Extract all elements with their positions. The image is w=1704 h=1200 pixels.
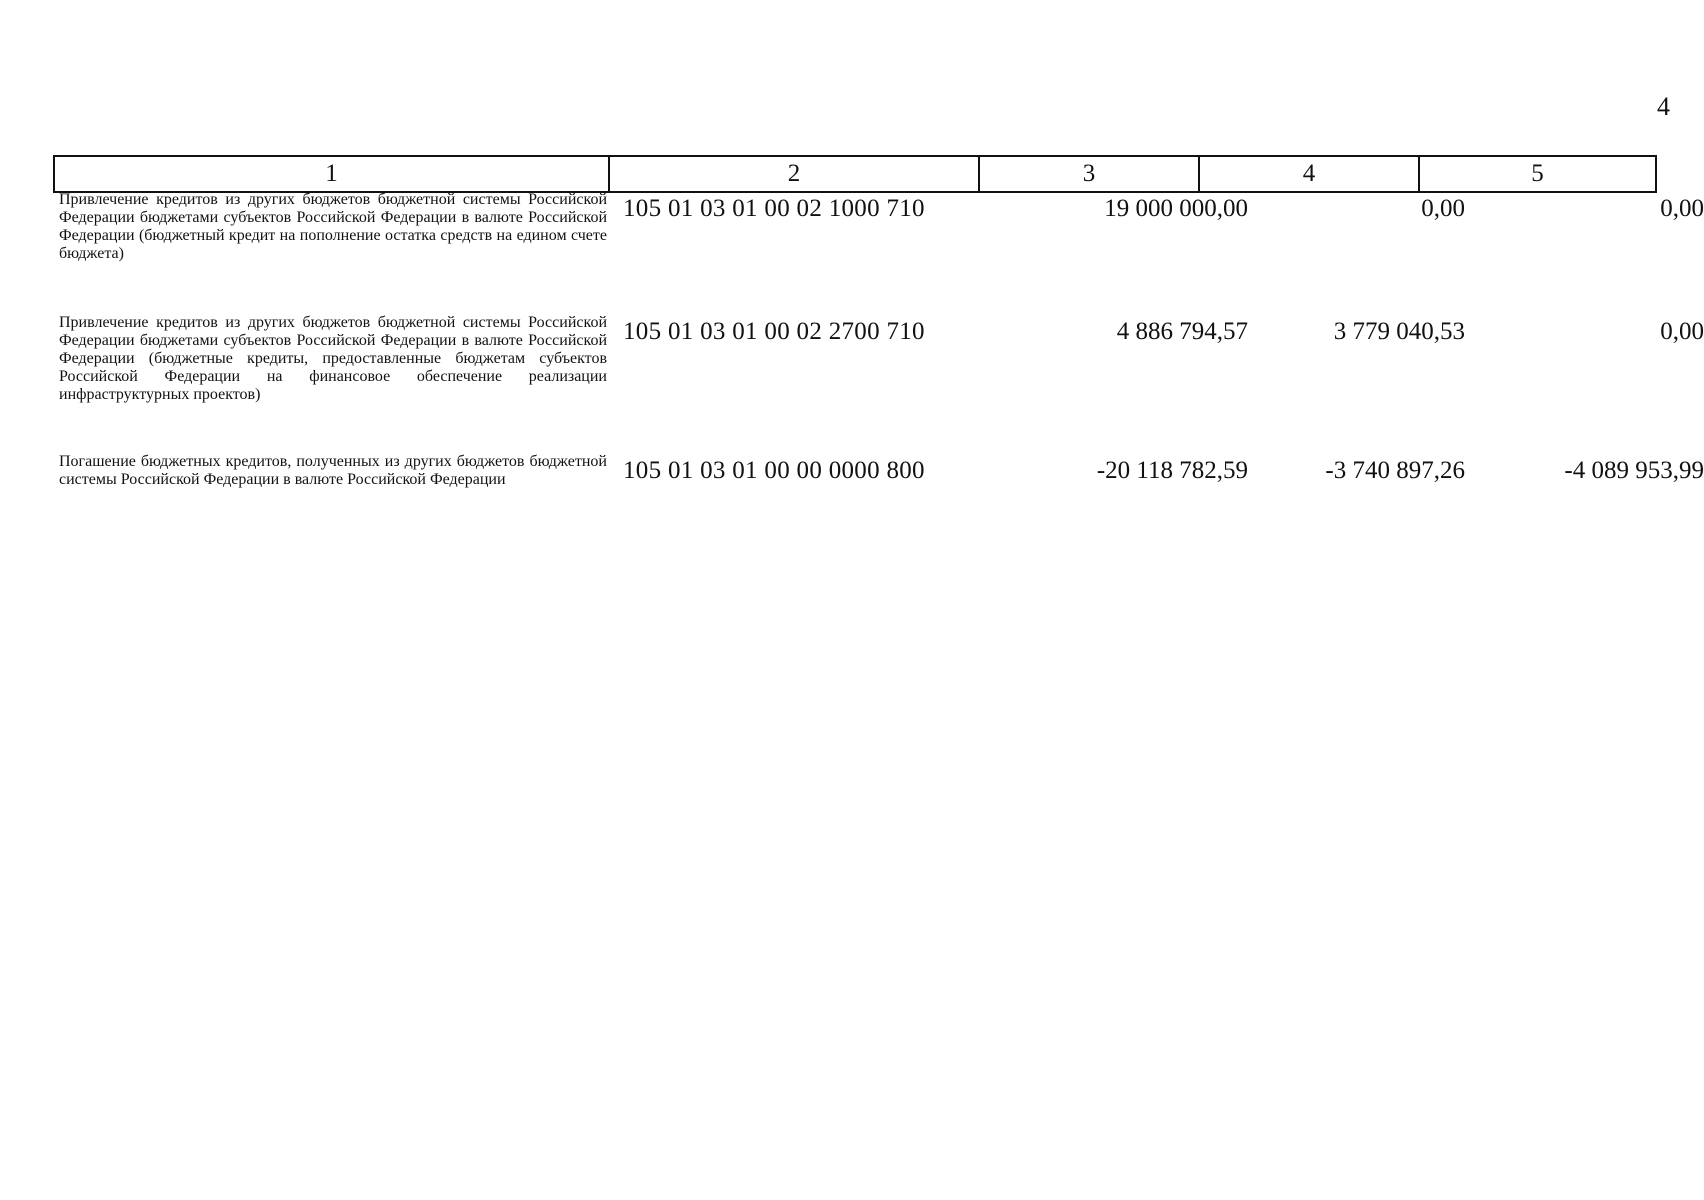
table-row [53, 314, 1704, 404]
row-name: Привлечение кредитов из других бюджетов бюджетной системы Российской Федерации бюджетами субъектов Российской Федерации в валюте Российской Федерации (бюджетные кредиты, предоставленные бюджетам субъектов Российской Федерации на финансовое обеспечение реализации инфраструктурных проектов) [59, 314, 607, 403]
row-value-col5: -4 089 953,99 [1564, 457, 1704, 484]
page-number: 4 [1657, 92, 1670, 121]
row-code: 105 01 03 01 00 00 0000 800 [623, 457, 925, 484]
row-value-col4: -3 740 897,26 [1325, 457, 1465, 484]
row-code: 105 01 03 01 00 02 1000 710 [623, 195, 925, 222]
table-row [53, 191, 1704, 263]
header-col-2: 2 [609, 156, 979, 192]
row-value-col5: 0,00 [1660, 195, 1704, 222]
table-row [53, 453, 1704, 489]
row-value-col5: 0,00 [1660, 318, 1704, 345]
row-name: Привлечение кредитов из других бюджетов бюджетной системы Российской Федерации бюджетами субъектов Российской Федерации в валюте Российской Федерации (бюджетный кредит на пополнение остатка средств на едином счете бюджета) [59, 191, 607, 262]
row-value-col4: 0,00 [1421, 195, 1465, 222]
header-col-5: 5 [1419, 156, 1656, 192]
row-value-col3: 19 000 000,00 [1104, 195, 1248, 222]
row-value-col3: 4 886 794,57 [1116, 318, 1248, 345]
row-value-col4: 3 779 040,53 [1333, 318, 1465, 345]
table-header [53, 155, 1657, 193]
row-code: 105 01 03 01 00 02 2700 710 [623, 318, 925, 345]
header-col-3: 3 [979, 156, 1199, 192]
header-col-1: 1 [54, 156, 609, 192]
header-row [54, 156, 1656, 192]
row-name: Погашение бюджетных кредитов, полученных из других бюджетов бюджетной системы Российской Федерации в валюте Российской Федерации [59, 453, 607, 488]
table-body [53, 191, 1704, 489]
row-value-col3: -20 118 782,59 [1096, 457, 1248, 484]
header-col-4: 4 [1199, 156, 1419, 192]
